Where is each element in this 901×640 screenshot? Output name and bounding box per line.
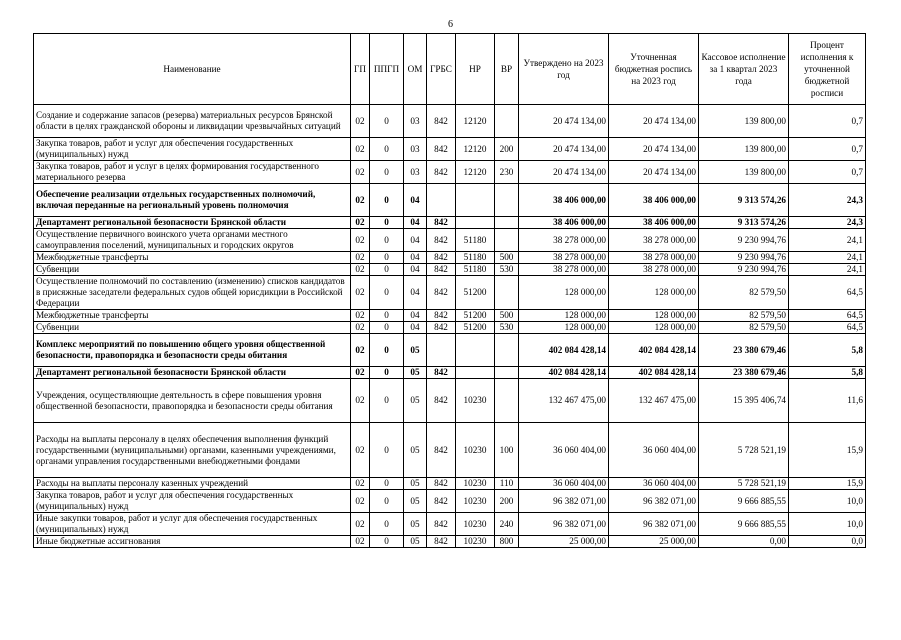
cell-cash: 9 666 885,55 xyxy=(699,513,789,536)
cell-refined: 20 474 134,00 xyxy=(609,138,699,161)
cell-percent: 5,8 xyxy=(789,367,866,379)
cell-refined: 38 406 000,00 xyxy=(609,217,699,229)
cell-ppgp: 0 xyxy=(370,229,404,252)
cell-om: 05 xyxy=(404,478,427,490)
cell-np xyxy=(456,367,495,379)
cell-refined: 402 084 428,14 xyxy=(609,367,699,379)
cell-np: 10230 xyxy=(456,513,495,536)
cell-np: 51180 xyxy=(456,229,495,252)
cell-refined: 96 382 071,00 xyxy=(609,490,699,513)
cell-grbs xyxy=(427,184,456,217)
cell-grbs: 842 xyxy=(427,536,456,548)
cell-gp: 02 xyxy=(351,478,370,490)
cell-approved: 38 406 000,00 xyxy=(519,217,609,229)
cell-percent: 24,1 xyxy=(789,252,866,264)
table-row xyxy=(34,334,866,367)
cell-ppgp: 0 xyxy=(370,184,404,217)
cell-cash: 15 395 406,74 xyxy=(699,379,789,423)
cell-percent: 64,5 xyxy=(789,276,866,310)
cell-refined: 25 000,00 xyxy=(609,536,699,548)
cell-ppgp: 0 xyxy=(370,161,404,184)
cell-approved: 38 278 000,00 xyxy=(519,252,609,264)
cell-gp: 02 xyxy=(351,367,370,379)
table-row xyxy=(34,379,866,423)
cell-ppgp: 0 xyxy=(370,490,404,513)
name: Межбюджетные трансферты xyxy=(34,310,351,322)
table-header-row xyxy=(34,34,866,105)
cell-cash: 23 380 679,46 xyxy=(699,367,789,379)
table-row xyxy=(34,217,866,229)
cell-np: 10230 xyxy=(456,423,495,478)
cell-om: 04 xyxy=(404,217,427,229)
cell-grbs: 842 xyxy=(427,105,456,138)
cell-ppgp: 0 xyxy=(370,310,404,322)
cell-ppgp: 0 xyxy=(370,536,404,548)
name: Иные бюджетные ассигнования xyxy=(34,536,351,548)
cell-grbs: 842 xyxy=(427,513,456,536)
cell-ppgp: 0 xyxy=(370,105,404,138)
cell-cash: 0,00 xyxy=(699,536,789,548)
cell-approved: 96 382 071,00 xyxy=(519,513,609,536)
cell-ppgp: 0 xyxy=(370,513,404,536)
cell-ppgp: 0 xyxy=(370,138,404,161)
cell-vr xyxy=(495,367,519,379)
cell-percent: 24,1 xyxy=(789,264,866,276)
table-row xyxy=(34,161,866,184)
cell-np: 10230 xyxy=(456,536,495,548)
table-row xyxy=(34,513,866,536)
cell-om: 04 xyxy=(404,276,427,310)
table-row xyxy=(34,490,866,513)
cell-gp: 02 xyxy=(351,161,370,184)
name: Закупка товаров, работ и услуг для обеспечения государственных (муниципальных) нужд xyxy=(34,138,351,161)
cell-refined: 36 060 404,00 xyxy=(609,423,699,478)
cell-cash: 9 230 994,76 xyxy=(699,264,789,276)
cell-percent: 24,3 xyxy=(789,184,866,217)
cell-refined: 96 382 071,00 xyxy=(609,513,699,536)
cell-refined: 128 000,00 xyxy=(609,322,699,334)
table-row xyxy=(34,138,866,161)
cell-ppgp: 0 xyxy=(370,367,404,379)
cell-vr: 800 xyxy=(495,536,519,548)
cell-np xyxy=(456,334,495,367)
cell-np: 10230 xyxy=(456,478,495,490)
cell-refined: 20 474 134,00 xyxy=(609,161,699,184)
cell-approved: 20 474 134,00 xyxy=(519,138,609,161)
cell-percent: 0,7 xyxy=(789,161,866,184)
table-row xyxy=(34,184,866,217)
header-ppgp: ППГП xyxy=(370,34,404,105)
cell-gp: 02 xyxy=(351,229,370,252)
page-number: 6 xyxy=(448,19,453,30)
cell-ppgp: 0 xyxy=(370,276,404,310)
cell-approved: 96 382 071,00 xyxy=(519,490,609,513)
cell-cash: 9 313 574,26 xyxy=(699,217,789,229)
cell-np: 51180 xyxy=(456,264,495,276)
cell-om: 03 xyxy=(404,138,427,161)
table-row xyxy=(34,478,866,490)
cell-np: 10230 xyxy=(456,490,495,513)
cell-gp: 02 xyxy=(351,513,370,536)
cell-approved: 128 000,00 xyxy=(519,322,609,334)
cell-percent: 0,7 xyxy=(789,138,866,161)
cell-np: 51180 xyxy=(456,252,495,264)
cell-cash: 5 728 521,19 xyxy=(699,478,789,490)
name: Учреждения, осуществляющие деятельность в сфере повышения уровня общественной безопасности, правопорядка и безопасности среды обитания xyxy=(34,379,351,423)
cell-percent: 11,6 xyxy=(789,379,866,423)
header-cash: Кассовое исполнение за 1 квартал 2023 года xyxy=(699,34,789,105)
cell-om: 05 xyxy=(404,423,427,478)
cell-gp: 02 xyxy=(351,536,370,548)
cell-grbs: 842 xyxy=(427,379,456,423)
cell-om: 04 xyxy=(404,229,427,252)
cell-gp: 02 xyxy=(351,217,370,229)
budget-execution-table xyxy=(33,33,866,548)
cell-approved: 20 474 134,00 xyxy=(519,161,609,184)
cell-om: 05 xyxy=(404,334,427,367)
cell-vr: 500 xyxy=(495,310,519,322)
cell-approved: 38 278 000,00 xyxy=(519,264,609,276)
cell-grbs: 842 xyxy=(427,276,456,310)
cell-om: 04 xyxy=(404,322,427,334)
name: Субвенции xyxy=(34,322,351,334)
cell-om: 04 xyxy=(404,310,427,322)
cell-ppgp: 0 xyxy=(370,423,404,478)
cell-cash: 9 313 574,26 xyxy=(699,184,789,217)
cell-np: 10230 xyxy=(456,379,495,423)
name: Межбюджетные трансферты xyxy=(34,252,351,264)
cell-percent: 24,3 xyxy=(789,217,866,229)
cell-om: 05 xyxy=(404,379,427,423)
cell-approved: 402 084 428,14 xyxy=(519,367,609,379)
cell-gp: 02 xyxy=(351,105,370,138)
cell-cash: 139 800,00 xyxy=(699,105,789,138)
cell-approved: 402 084 428,14 xyxy=(519,334,609,367)
table-row xyxy=(34,423,866,478)
name: Департамент региональной безопасности Брянской области xyxy=(34,217,351,229)
cell-om: 04 xyxy=(404,252,427,264)
cell-ppgp: 0 xyxy=(370,264,404,276)
cell-gp: 02 xyxy=(351,184,370,217)
header-approved: Утверждено на 2023 год xyxy=(519,34,609,105)
cell-cash: 9 230 994,76 xyxy=(699,229,789,252)
cell-percent: 0,0 xyxy=(789,536,866,548)
cell-np: 51200 xyxy=(456,276,495,310)
cell-cash: 82 579,50 xyxy=(699,322,789,334)
cell-vr xyxy=(495,229,519,252)
cell-grbs xyxy=(427,334,456,367)
table-row xyxy=(34,322,866,334)
table-row xyxy=(34,276,866,310)
cell-grbs: 842 xyxy=(427,478,456,490)
cell-vr xyxy=(495,105,519,138)
cell-np xyxy=(456,184,495,217)
cell-om: 05 xyxy=(404,490,427,513)
cell-vr xyxy=(495,276,519,310)
cell-gp: 02 xyxy=(351,490,370,513)
cell-gp: 02 xyxy=(351,322,370,334)
header-refined: Уточненная бюджетная роспись на 2023 год xyxy=(609,34,699,105)
cell-cash: 5 728 521,19 xyxy=(699,423,789,478)
cell-om: 04 xyxy=(404,264,427,276)
cell-gp: 02 xyxy=(351,264,370,276)
cell-grbs: 842 xyxy=(427,217,456,229)
cell-om: 04 xyxy=(404,184,427,217)
table-row xyxy=(34,310,866,322)
name: Департамент региональной безопасности Брянской области xyxy=(34,367,351,379)
cell-cash: 139 800,00 xyxy=(699,138,789,161)
cell-percent: 10,0 xyxy=(789,490,866,513)
cell-refined: 38 278 000,00 xyxy=(609,252,699,264)
table-row xyxy=(34,536,866,548)
cell-om: 05 xyxy=(404,513,427,536)
cell-gp: 02 xyxy=(351,334,370,367)
header-om: ОМ xyxy=(404,34,427,105)
table-row xyxy=(34,367,866,379)
cell-grbs: 842 xyxy=(427,310,456,322)
cell-cash: 9 230 994,76 xyxy=(699,252,789,264)
cell-percent: 64,5 xyxy=(789,322,866,334)
cell-percent: 10,0 xyxy=(789,513,866,536)
name: Иные закупки товаров, работ и услуг для обеспечения государственных (муниципальных) нужд xyxy=(34,513,351,536)
cell-np: 12120 xyxy=(456,105,495,138)
cell-om: 03 xyxy=(404,161,427,184)
cell-refined: 38 278 000,00 xyxy=(609,229,699,252)
header-grbs: ГРБС xyxy=(427,34,456,105)
cell-np: 12120 xyxy=(456,138,495,161)
cell-vr xyxy=(495,379,519,423)
cell-gp: 02 xyxy=(351,310,370,322)
cell-refined: 128 000,00 xyxy=(609,276,699,310)
table-row xyxy=(34,252,866,264)
cell-np xyxy=(456,217,495,229)
cell-np: 51200 xyxy=(456,322,495,334)
cell-approved: 38 406 000,00 xyxy=(519,184,609,217)
header-percent: Процент исполнения к уточненной бюджетной росписи xyxy=(789,34,866,105)
cell-approved: 36 060 404,00 xyxy=(519,478,609,490)
name: Осуществление первичного воинского учета органами местного самоуправления поселений, муниципальных и городских округов xyxy=(34,229,351,252)
cell-ppgp: 0 xyxy=(370,322,404,334)
name: Комплекс мероприятий по повышению общего уровня общественной безопасности, правопорядка и безопасности среды обитания xyxy=(34,334,351,367)
header-vr: ВР xyxy=(495,34,519,105)
name: Закупка товаров, работ и услуг в целях формирования государственного материального резерва xyxy=(34,161,351,184)
cell-grbs: 842 xyxy=(427,138,456,161)
cell-cash: 82 579,50 xyxy=(699,276,789,310)
cell-np: 12120 xyxy=(456,161,495,184)
cell-gp: 02 xyxy=(351,138,370,161)
cell-percent: 15,9 xyxy=(789,423,866,478)
cell-cash: 23 380 679,46 xyxy=(699,334,789,367)
name: Расходы на выплаты персоналу казенных учреждений xyxy=(34,478,351,490)
cell-refined: 132 467 475,00 xyxy=(609,379,699,423)
cell-approved: 25 000,00 xyxy=(519,536,609,548)
cell-gp: 02 xyxy=(351,423,370,478)
cell-percent: 15,9 xyxy=(789,478,866,490)
cell-np: 51200 xyxy=(456,310,495,322)
cell-percent: 64,5 xyxy=(789,310,866,322)
cell-ppgp: 0 xyxy=(370,379,404,423)
cell-vr: 240 xyxy=(495,513,519,536)
cell-grbs: 842 xyxy=(427,161,456,184)
name: Осуществление полномочий по составлению (изменению) списков кандидатов в присяжные заседатели федеральных судов общей юрисдикции в Российской Федерации xyxy=(34,276,351,310)
cell-vr xyxy=(495,184,519,217)
cell-cash: 139 800,00 xyxy=(699,161,789,184)
cell-vr xyxy=(495,217,519,229)
cell-grbs: 842 xyxy=(427,229,456,252)
table-row xyxy=(34,264,866,276)
name: Субвенции xyxy=(34,264,351,276)
cell-grbs: 842 xyxy=(427,252,456,264)
cell-approved: 36 060 404,00 xyxy=(519,423,609,478)
cell-ppgp: 0 xyxy=(370,478,404,490)
header-gp: ГП xyxy=(351,34,370,105)
cell-cash: 9 666 885,55 xyxy=(699,490,789,513)
cell-om: 03 xyxy=(404,105,427,138)
name: Расходы на выплаты персоналу в целях обеспечения выполнения функций государственными (муниципальными) органами, казенными учреждениями, органами управления государственными внебюджетными фондами xyxy=(34,423,351,478)
name: Создание и содержание запасов (резерва) материальных ресурсов Брянской области в целях гражданской обороны и ликвидации чрезвычайных ситуаций xyxy=(34,105,351,138)
cell-percent: 0,7 xyxy=(789,105,866,138)
cell-vr: 200 xyxy=(495,490,519,513)
cell-refined: 38 278 000,00 xyxy=(609,264,699,276)
cell-ppgp: 0 xyxy=(370,252,404,264)
cell-vr: 110 xyxy=(495,478,519,490)
cell-grbs: 842 xyxy=(427,264,456,276)
cell-percent: 24,1 xyxy=(789,229,866,252)
name: Закупка товаров, работ и услуг для обеспечения государственных (муниципальных) нужд xyxy=(34,490,351,513)
cell-refined: 402 084 428,14 xyxy=(609,334,699,367)
cell-approved: 128 000,00 xyxy=(519,310,609,322)
table-row xyxy=(34,105,866,138)
table-row xyxy=(34,229,866,252)
header-name: Наименование xyxy=(34,34,351,105)
cell-approved: 132 467 475,00 xyxy=(519,379,609,423)
cell-grbs: 842 xyxy=(427,423,456,478)
header-np: НР xyxy=(456,34,495,105)
cell-vr: 530 xyxy=(495,322,519,334)
cell-vr: 100 xyxy=(495,423,519,478)
cell-om: 05 xyxy=(404,367,427,379)
cell-vr: 530 xyxy=(495,264,519,276)
cell-gp: 02 xyxy=(351,379,370,423)
cell-approved: 38 278 000,00 xyxy=(519,229,609,252)
cell-ppgp: 0 xyxy=(370,217,404,229)
name: Обеспечение реализации отдельных государственных полномочий, включая переданные на региональный уровень полномочия xyxy=(34,184,351,217)
cell-refined: 36 060 404,00 xyxy=(609,478,699,490)
cell-grbs: 842 xyxy=(427,367,456,379)
cell-approved: 20 474 134,00 xyxy=(519,105,609,138)
cell-vr: 230 xyxy=(495,161,519,184)
cell-percent: 5,8 xyxy=(789,334,866,367)
cell-gp: 02 xyxy=(351,252,370,264)
cell-om: 05 xyxy=(404,536,427,548)
cell-grbs: 842 xyxy=(427,490,456,513)
cell-refined: 20 474 134,00 xyxy=(609,105,699,138)
cell-gp: 02 xyxy=(351,276,370,310)
cell-approved: 128 000,00 xyxy=(519,276,609,310)
cell-refined: 38 406 000,00 xyxy=(609,184,699,217)
cell-vr xyxy=(495,334,519,367)
cell-ppgp: 0 xyxy=(370,334,404,367)
cell-refined: 128 000,00 xyxy=(609,310,699,322)
cell-cash: 82 579,50 xyxy=(699,310,789,322)
cell-vr: 200 xyxy=(495,138,519,161)
cell-vr: 500 xyxy=(495,252,519,264)
cell-grbs: 842 xyxy=(427,322,456,334)
